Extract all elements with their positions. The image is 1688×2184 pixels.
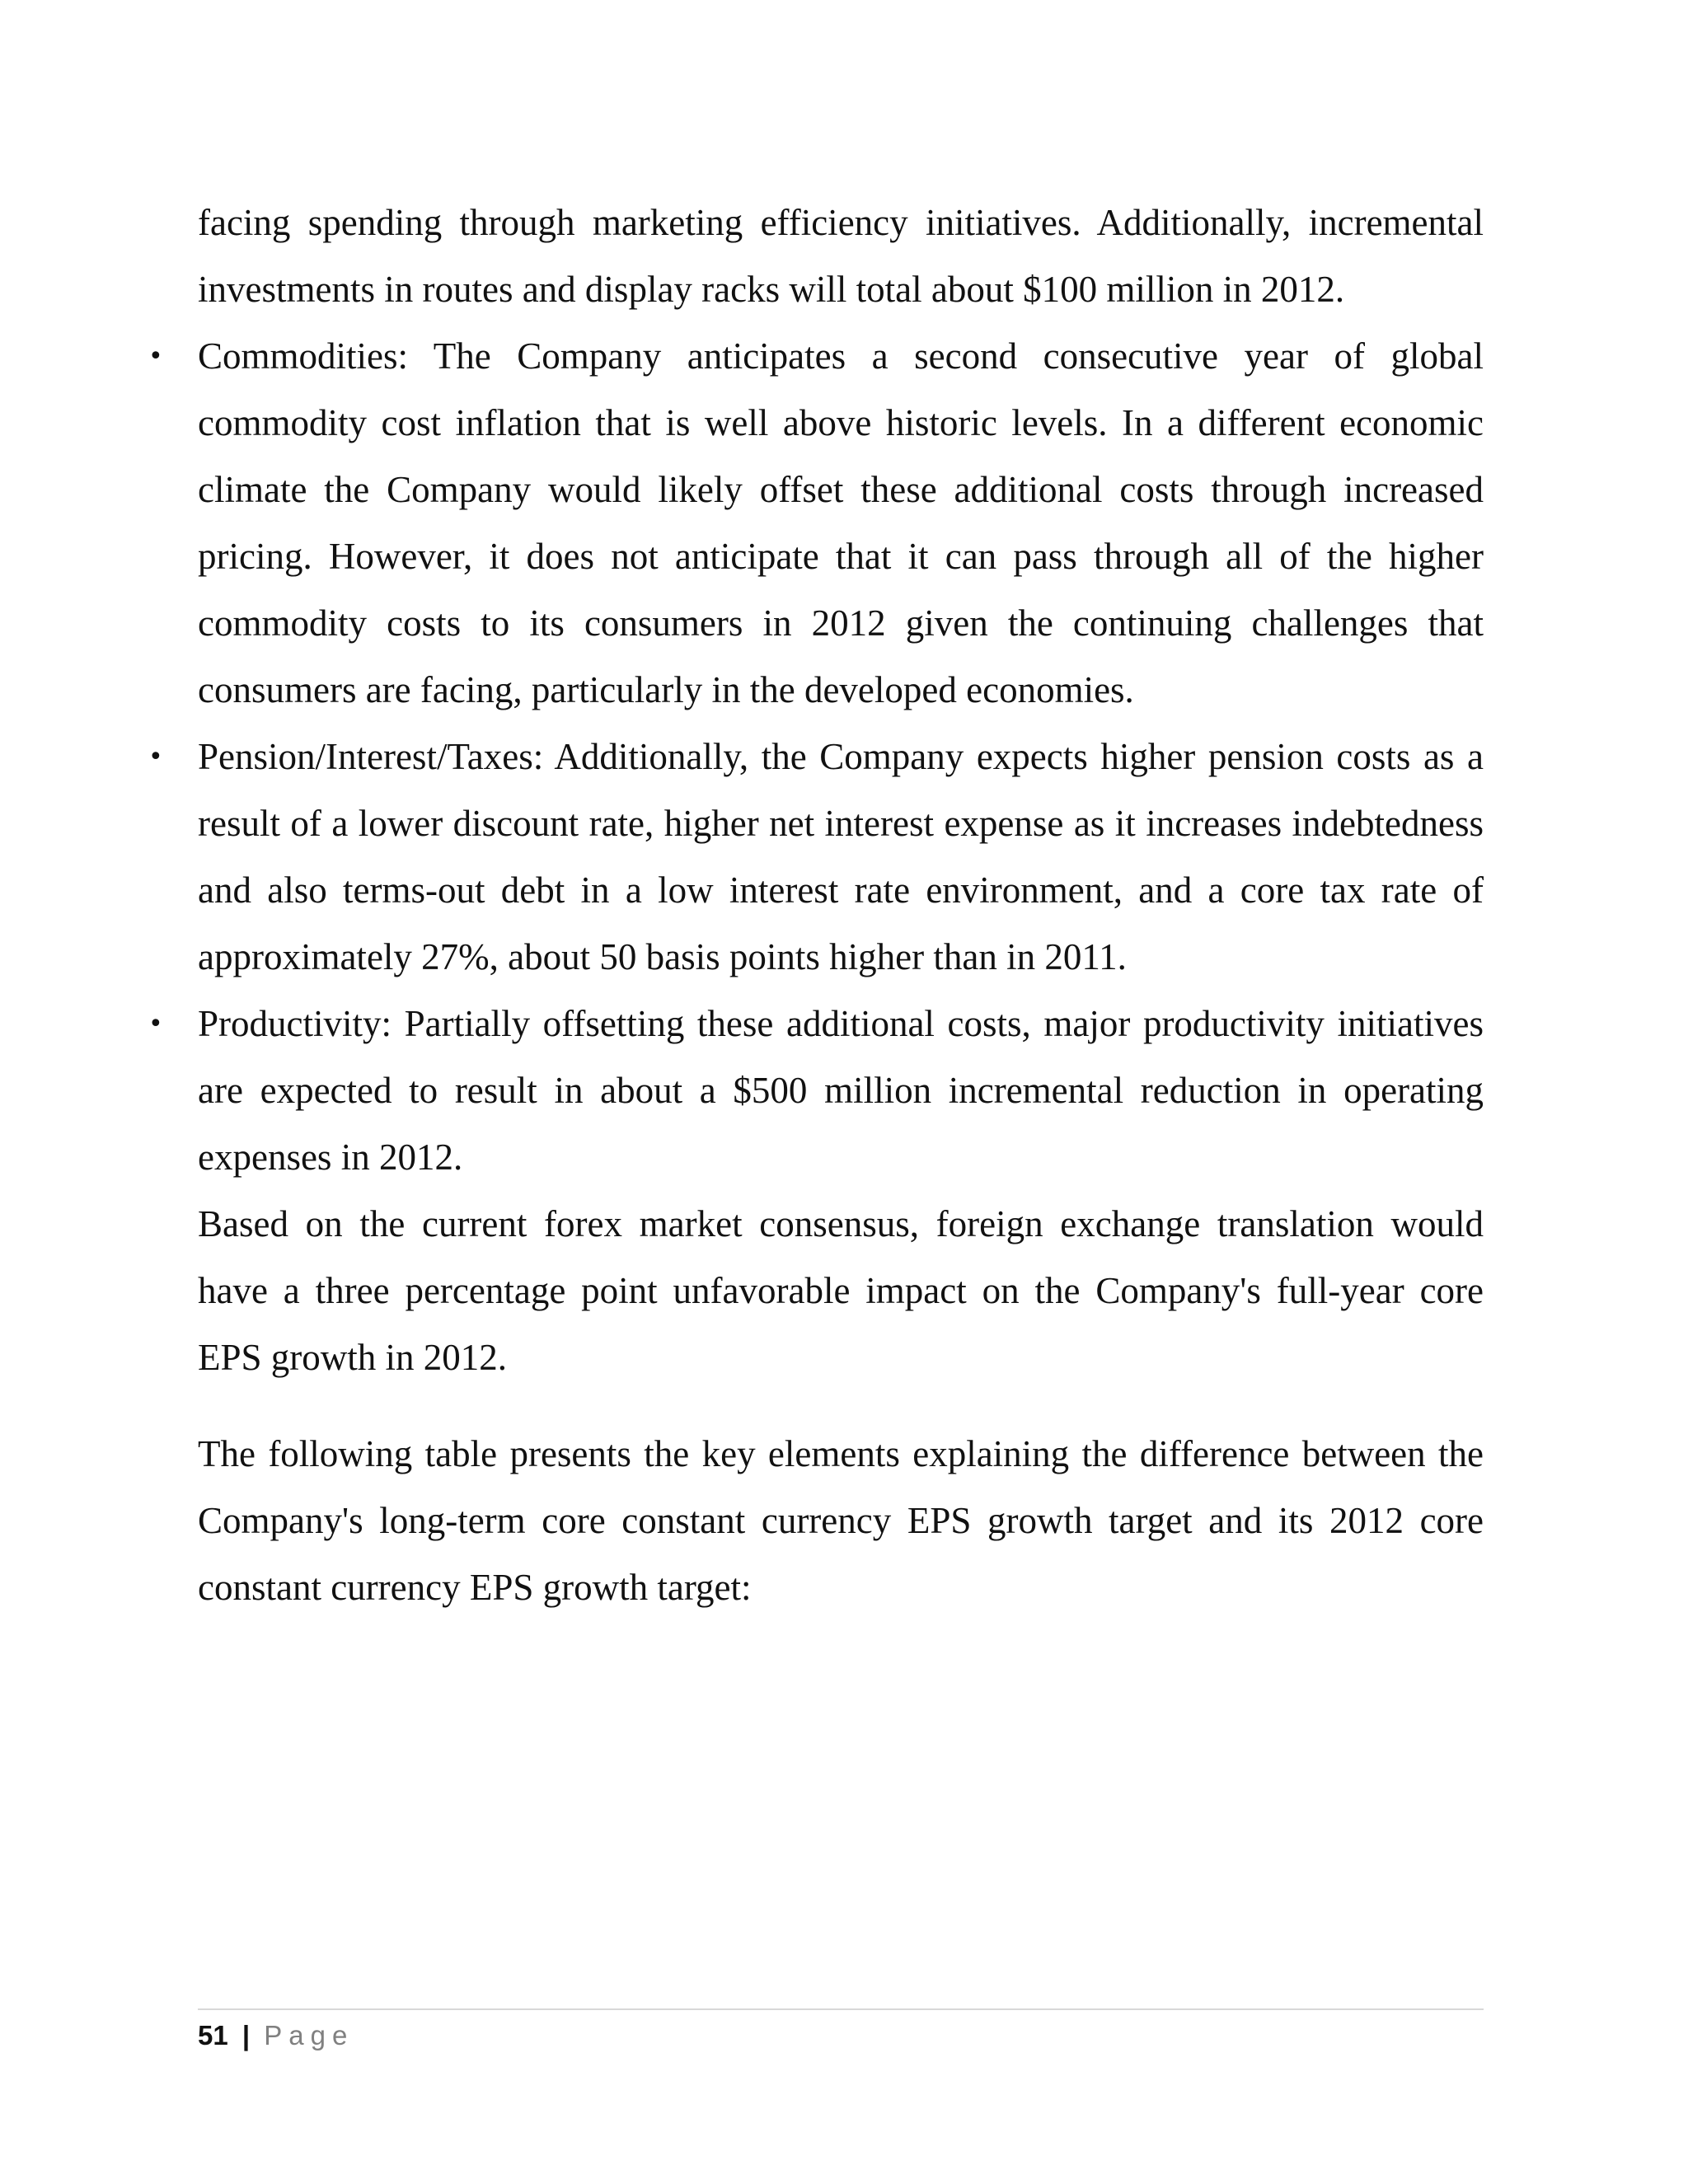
bullet-icon: • [148, 743, 163, 771]
list-item-productivity [148, 991, 1484, 1191]
forex-paragraph: Based on the current forex market consensus, foreign exchange translation would have a three percentage point unfavorable impact on the Company's full-year core EPS growth in 2012. [198, 1203, 1484, 1378]
page-body [148, 190, 1484, 1621]
list-item-pension-interest-taxes [148, 724, 1484, 991]
list-item-text: Productivity: Partially offsetting these additional costs, major productivity initiatives are expected to result in about a $500 million incremental reduction in operating expenses in 2012. [198, 1003, 1484, 1178]
list-item-text: Commodities: The Company anticipates a second consecutive year of global commodity cost inflation that is well above historic levels. In a different economic climate the Company would likely offset these additional costs through increased pricing. However, it does not anticipate that it can pass through all of the higher commodity costs to its consumers in 2012 given the continuing challenges that consumers are facing, particularly in the developed economies. [198, 335, 1484, 710]
list-item-commodities [148, 323, 1484, 724]
page-footer [198, 2011, 354, 2060]
continuation-paragraph: facing spending through marketing efficiency initiatives. Additionally, incremental investments in routes and display racks will total about $100 million in 2012. [198, 202, 1484, 310]
page-number: 51 [198, 2020, 228, 2050]
table-intro-paragraph: The following table presents the key elements explaining the difference between the Company's long-term core constant currency EPS growth target and its 2012 core constant currency EPS growth target: [198, 1433, 1484, 1608]
footer-separator: | [241, 2020, 251, 2050]
paragraph-spacer [198, 1391, 1484, 1421]
footer-divider [198, 2008, 1484, 2010]
list-item-text: Pension/Interest/Taxes: Additionally, the Company expects higher pension costs as a result of a lower discount rate, higher net interest expense as it increases indebtedness and also terms-out debt in a low interest rate environment, and a core tax rate of approximately 27%, about 50 basis points higher than in 2011. [198, 736, 1484, 977]
bullet-list [148, 323, 1484, 1191]
page-label: Page [264, 2020, 354, 2050]
bullet-icon: • [148, 342, 163, 371]
bullet-icon: • [148, 1010, 163, 1038]
